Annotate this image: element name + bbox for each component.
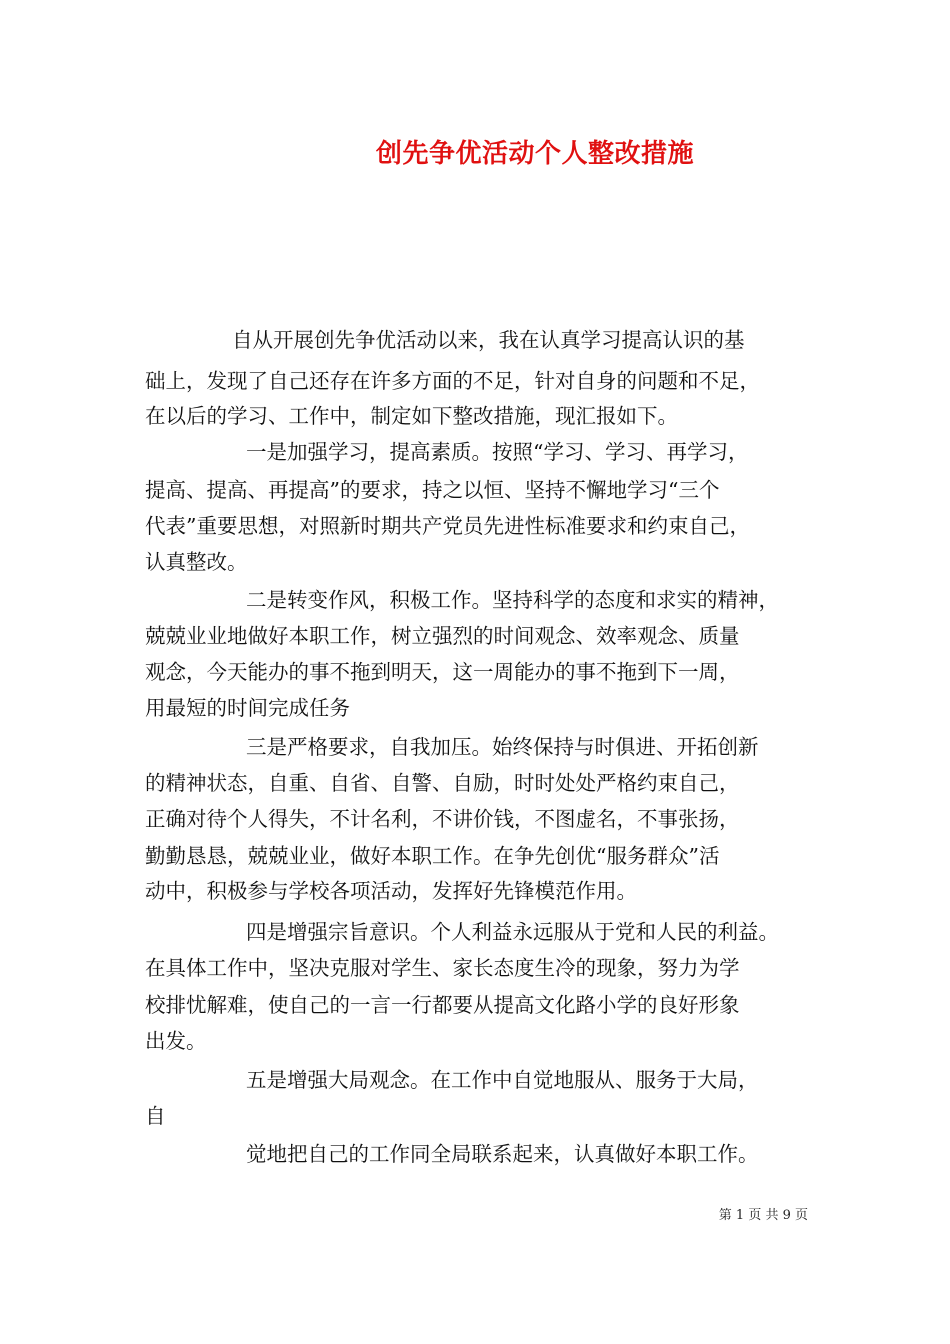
body-line: 础上，发现了自己还存在许多方面的不足，针对自身的问题和不足， bbox=[145, 369, 760, 393]
body-line: 提高、提高、再提高”的要求，持之以恒、坚持不懈地学习“三个 bbox=[145, 478, 720, 502]
body-line: 四是增强宗旨意识。个人利益永远服从于党和人民的利益。 bbox=[246, 920, 779, 944]
body-line: 正确对待个人得失，不计名利，不讲价钱，不图虚名，不事张扬， bbox=[145, 807, 740, 831]
body-line: 代表”重要思想，对照新时期共产党员先进性标准要求和约束自己， bbox=[145, 514, 750, 538]
body-line: 一是加强学习，提高素质。按照“学习、学习、再学习， bbox=[246, 440, 749, 464]
body-line: 五是增强大局观念。在工作中自觉地服从、服务于大局， bbox=[246, 1068, 759, 1092]
document-title: 创先争优活动个人整改措施 bbox=[375, 139, 694, 169]
body-line: 在具体工作中，坚决克服对学生、家长态度生冷的现象，努力为学 bbox=[145, 956, 740, 980]
page-number: 第 1 页 共 9 页 bbox=[718, 1208, 808, 1223]
body-line: 觉地把自己的工作同全局联系起来，认真做好本职工作。 bbox=[246, 1142, 759, 1166]
body-line: 勤勤恳恳，兢兢业业，做好本职工作。在争先创优“服务群众”活 bbox=[145, 844, 720, 868]
body-line: 的精神状态，自重、自省、自警、自励，时时处处严格约束自己， bbox=[145, 771, 740, 795]
body-line: 出发。 bbox=[145, 1029, 207, 1053]
body-line: 用最短的时间完成任务 bbox=[145, 696, 350, 720]
body-line: 二是转变作风，积极工作。坚持科学的态度和求实的精神， bbox=[246, 588, 779, 612]
body-line: 三是严格要求，自我加压。始终保持与时俱进、开拓创新 bbox=[246, 735, 759, 759]
body-line: 观念，今天能办的事不拖到明天，这一周能办的事不拖到下一周， bbox=[145, 660, 740, 684]
body-line: 校排忧解难，使自己的一言一行都要从提高文化路小学的良好形象 bbox=[145, 993, 740, 1017]
body-line: 自从开展创先争优活动以来，我在认真学习提高认识的基 bbox=[232, 328, 745, 352]
body-line: 自 bbox=[145, 1104, 166, 1128]
body-line: 兢兢业业地做好本职工作，树立强烈的时间观念、效率观念、质量 bbox=[145, 624, 740, 648]
body-line: 认真整改。 bbox=[145, 550, 248, 574]
body-line: 动中，积极参与学校各项活动，发挥好先锋模范作用。 bbox=[145, 879, 637, 903]
body-line: 在以后的学习、工作中，制定如下整改措施，现汇报如下。 bbox=[145, 404, 678, 428]
